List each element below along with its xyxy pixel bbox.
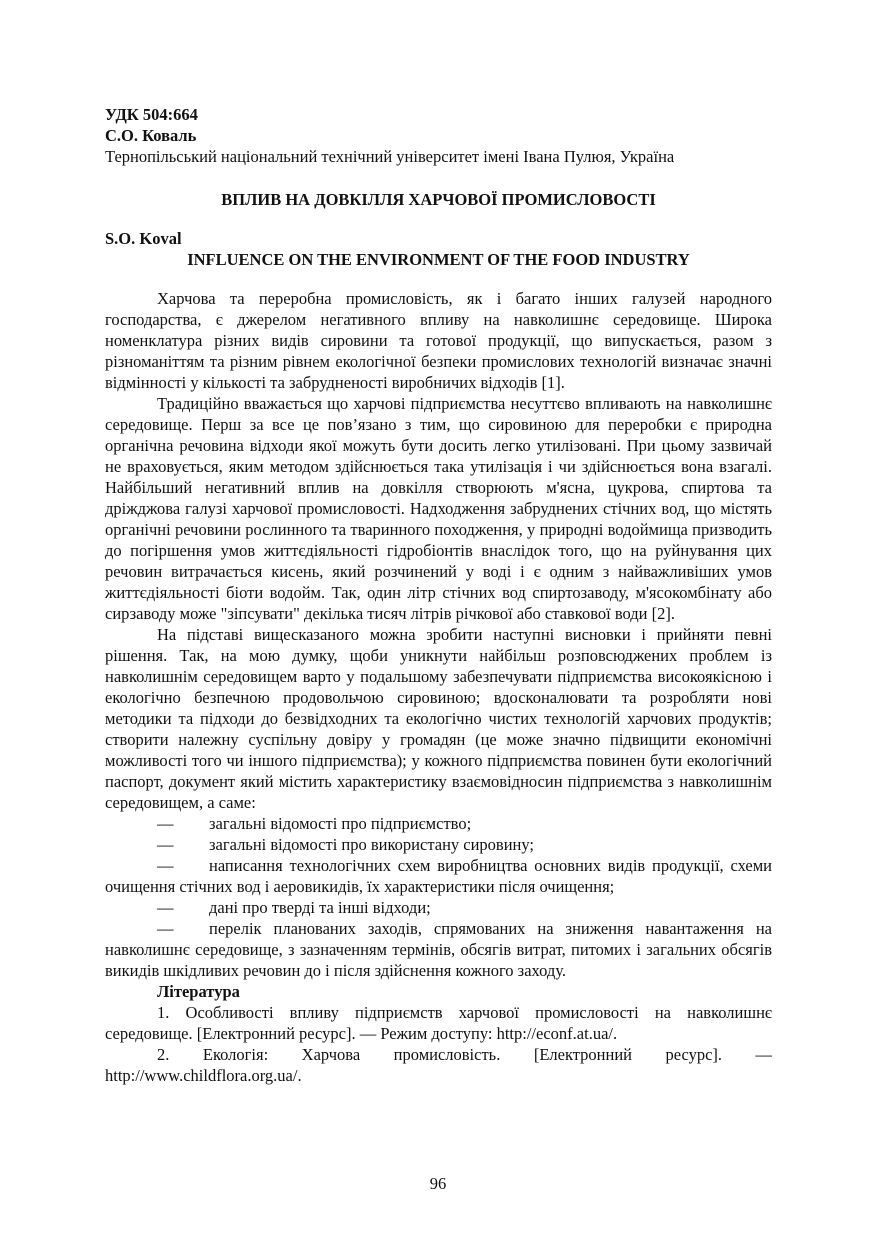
list-item: [105, 813, 772, 834]
author-en: S.O. Koval: [105, 229, 182, 248]
affiliation: Тернопільський національний технічний університет імені Івана Пулюя, Україна: [105, 147, 675, 166]
author-uk: С.О. Коваль: [105, 126, 197, 145]
list-item: [105, 897, 772, 918]
udc-code: УДК 504:664: [105, 105, 198, 124]
list-item-text: загальні відомості про підприємство;: [209, 814, 472, 833]
reference-item: 2. Екологія: Харчова промисловість. [Електронний ресурс]. — http://www.childflora.org.ua/.: [105, 1045, 772, 1085]
list-dash: —: [157, 919, 174, 938]
page-number: 96: [429, 1174, 447, 1193]
references-heading: Література: [157, 982, 240, 1001]
list-item-text: перелік планованих заходів, спрямованих на зниження навантаження на навколишнє середовище, з зазначенням термінів, обсягів витрат, питомих і загальних обсягів викидів шкідливих речовин до і після здійснення кожного заходу.: [105, 919, 772, 980]
article-content: [105, 104, 772, 1086]
list-item: [105, 918, 772, 981]
reference-item: 1. Особливості впливу підприємств харчової промисловості на навколишнє середовище. [Електронний ресурс]. — Режим доступу: http://econf.at.ua/.: [105, 1003, 772, 1043]
list-dash: —: [157, 856, 174, 875]
list-dash: —: [157, 835, 174, 854]
list-dash: —: [157, 898, 174, 917]
list-item-text: написання технологічних схем виробництва основних видів продукції, схеми очищення стічних вод і аеровикидів, їх характеристики після очищення;: [105, 856, 772, 896]
list-item-text: дані про тверді та інші відходи;: [209, 898, 431, 917]
paragraph-2: Традиційно вважається що харчові підприємства несуттєво впливають на навколишнє середовище. Перш за все це пов’язано з тим, що сировиною для переробки є природна органічна речовина відходи якої можуть бути досить легко утилізовані. При цьому зазвичай не враховується, яким методом здійснюється така утилізація і чи здійснюється вона взагалі. Найбільший негативний вплив на довкілля створюють м'ясна, цукрова, спиртова та дріжджова галузі харчової промисловості. Надходження забруднених стічних вод, що містять органічні речовини рослинного та тваринного походження, у природні водоймища призводить до погіршення умов життєдіяльності гідробіонтів внаслідок того, що на руйнування цих речовин витрачається кисень, який розчинений у воді і є одним з найважливіших умов життєдіяльності біоти водойм. Так, один літр стічних вод спиртозаводу, м'ясокомбінату або сирзаводу може "зіпсувати" декілька тисяч літрів річкової або ставкової води [2].: [105, 394, 772, 623]
passport-list: [105, 813, 772, 981]
paragraph-1: Харчова та переробна промисловість, як і багато інших галузей народного господарства, є джерелом негативного впливу на навколишнє середовище. Широка номенклатура різних видів сировини та готової продукції, що випускається, разом з різноманіттям та різним рівнем екологічної безпеки промислових технологій визначає значні відмінності у кількості та забрудненості виробничих відходів [1].: [105, 289, 772, 392]
list-item: [105, 834, 772, 855]
title-en: INFLUENCE ON THE ENVIRONMENT OF THE FOOD INDUSTRY: [187, 250, 690, 269]
paragraph-3: На підставі вищесказаного можна зробити наступні висновки і прийняти певні рішення. Так, на мою думку, щоби уникнути найбільш розповсюджених проблем із навколишнім середовищем варто у подальшому забезпечувати підприємства високоякісною і екологічно безпечною продовольчою сировиною; вдосконалювати та розробляти нові методики та підходи до безвідходних та екологічно чистих технологій харчових продуктів; створити належну суспільну довіру у громадян (це може значно підвищити економічні можливості того чи іншого підприємства); у кожного підприємства повинен бути екологічний паспорт, документ який містить характеристику взаємовідносин підприємства з навколишнім середовищем, а саме:: [105, 625, 772, 812]
list-item-text: загальні відомості про використану сировину;: [209, 835, 534, 854]
list-dash: —: [157, 814, 174, 833]
list-item: [105, 855, 772, 897]
title-uk: ВПЛИВ НА ДОВКІЛЛЯ ХАРЧОВОЇ ПРОМИСЛОВОСТІ: [221, 190, 656, 209]
